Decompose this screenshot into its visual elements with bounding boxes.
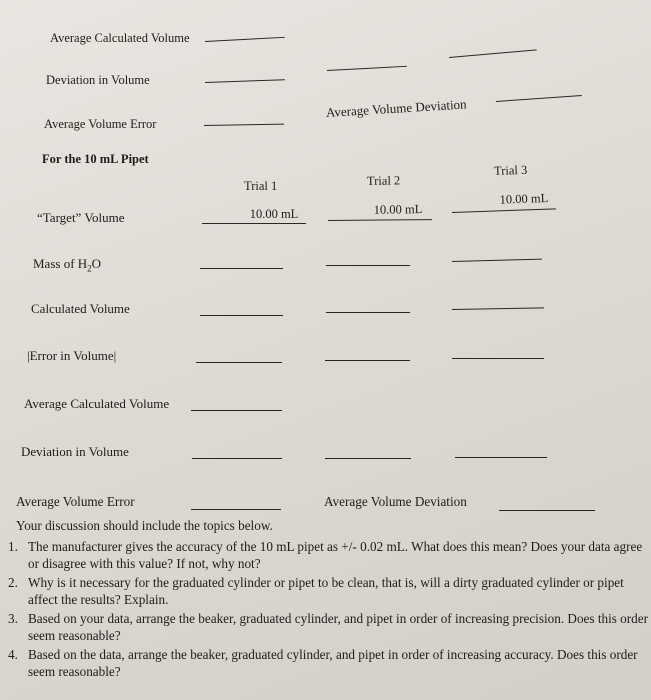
- pipet-deviation-blank-1[interactable]: [192, 458, 282, 459]
- avg-calc-volume-blank[interactable]: [205, 37, 285, 42]
- avg-deviation-label: Average Volume Deviation: [325, 96, 467, 120]
- pipet-heading: For the 10 mL Pipet: [42, 152, 149, 166]
- mass-label-prefix: Mass of H: [33, 256, 88, 271]
- discussion-intro: Your discussion should include the topics below.: [16, 518, 273, 533]
- target-blank-3: [452, 208, 556, 213]
- error-blank-1[interactable]: [196, 362, 282, 363]
- pipet-avg-error-label: Average Volume Error: [16, 494, 135, 509]
- target-value-1: 10.00 mL: [249, 207, 299, 221]
- target-volume-label: “Target” Volume: [37, 210, 125, 225]
- avg-error-blank[interactable]: [204, 124, 284, 126]
- deviation-label: Deviation in Volume: [46, 73, 150, 87]
- trial-3-header: Trial 3: [493, 162, 528, 178]
- discussion-item-text: Based on your data, arrange the beaker, graduated cylinder, and pipet in order of increasing precision. Does this order seem reasonable?: [28, 611, 648, 643]
- discussion-item: [8, 646, 651, 680]
- mass-blank-3[interactable]: [452, 259, 542, 262]
- deviation-blank-1[interactable]: [205, 79, 285, 83]
- pipet-avg-calc-blank[interactable]: [191, 410, 282, 411]
- mass-label-sub: 2: [87, 263, 92, 274]
- mass-blank-1[interactable]: [200, 268, 283, 269]
- avg-calc-volume-label: Average Calculated Volume: [50, 31, 190, 45]
- avg-error-label: Average Volume Error: [44, 117, 157, 131]
- pipet-avg-deviation-blank[interactable]: [499, 510, 595, 511]
- deviation-blank-2[interactable]: [327, 66, 407, 71]
- discussion-item-number: 3.: [8, 611, 18, 626]
- pipet-deviation-label: Deviation in Volume: [21, 444, 129, 459]
- discussion-item: [8, 538, 651, 572]
- discussion-item-number: 4.: [8, 647, 18, 662]
- deviation-blank-3[interactable]: [449, 49, 537, 58]
- calculated-volume-label: Calculated Volume: [31, 301, 130, 316]
- target-value-3: 10.00 mL: [499, 191, 549, 207]
- discussion-item-text: The manufacturer gives the accuracy of the 10 mL pipet as +/- 0.02 mL. What does this mean? Does your data agree or disagree with this value? If not, why not?: [28, 539, 643, 571]
- discussion-list: [8, 538, 651, 682]
- discussion-item: [8, 610, 651, 644]
- pipet-avg-error-blank[interactable]: [191, 509, 281, 510]
- mass-label-suffix: O: [91, 256, 102, 271]
- discussion-item-text: Based on the data, arrange the beaker, graduated cylinder, and pipet in order of increasing accuracy. Does this order seem reasonable?: [28, 647, 638, 679]
- mass-h2o-label: [33, 256, 101, 274]
- pipet-avg-deviation-label: Average Volume Deviation: [324, 494, 467, 509]
- error-in-volume-label: |Error in Volume|: [27, 348, 117, 363]
- target-blank-2: [328, 219, 432, 221]
- pipet-avg-calc-volume-label: Average Calculated Volume: [24, 396, 170, 411]
- pipet-deviation-blank-3[interactable]: [455, 457, 547, 458]
- calc-blank-3[interactable]: [452, 307, 544, 310]
- discussion-item: [8, 574, 651, 608]
- calc-blank-2[interactable]: [326, 312, 410, 313]
- trial-1-header: Trial 1: [244, 179, 278, 193]
- calc-blank-1[interactable]: [200, 315, 283, 316]
- error-blank-3[interactable]: [452, 358, 544, 359]
- avg-deviation-blank[interactable]: [496, 95, 582, 102]
- error-blank-2[interactable]: [325, 360, 410, 361]
- discussion-item-number: 2.: [8, 575, 18, 590]
- target-blank-1: [202, 223, 306, 224]
- target-value-2: 10.00 mL: [373, 202, 423, 217]
- discussion-item-number: 1.: [8, 539, 18, 554]
- discussion-item-text: Why is it necessary for the graduated cylinder or pipet to be clean, that is, will a dirty graduated cylinder or pipet affect the results? Explain.: [28, 575, 624, 607]
- trial-2-header: Trial 2: [366, 173, 401, 188]
- pipet-deviation-blank-2[interactable]: [325, 458, 411, 459]
- mass-blank-2[interactable]: [326, 265, 410, 266]
